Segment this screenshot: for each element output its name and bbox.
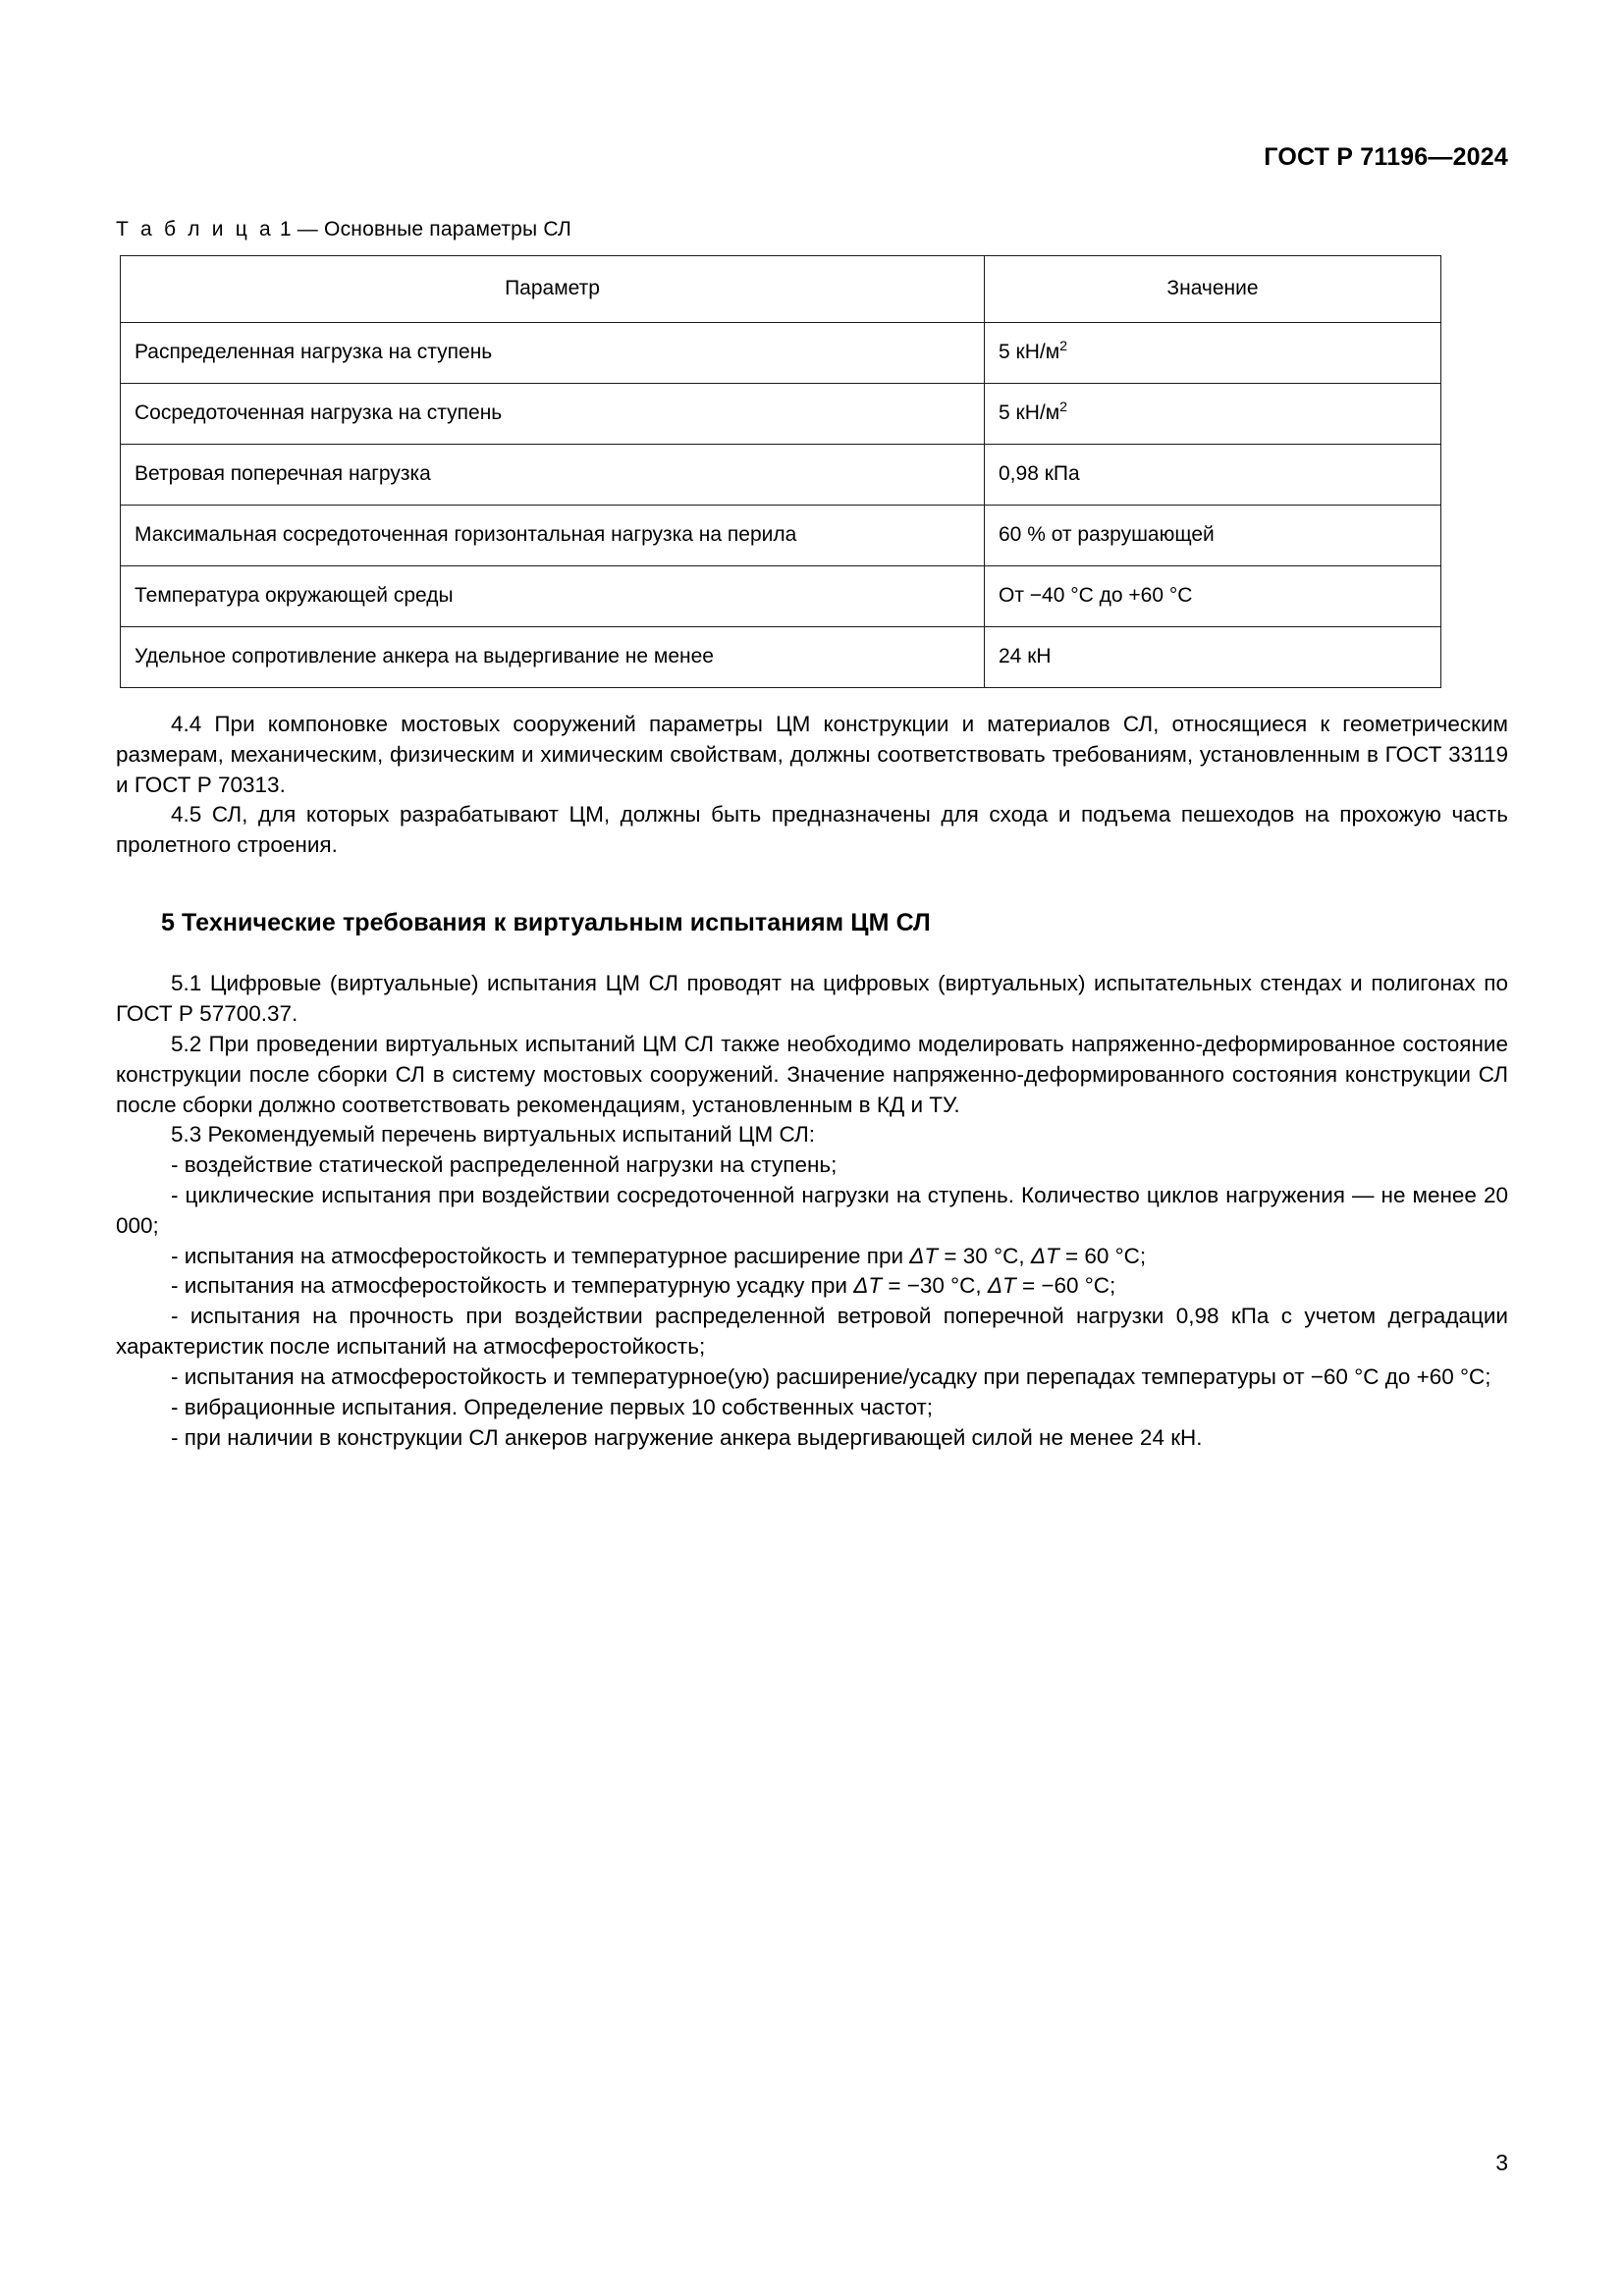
list-item — [116, 1242, 1508, 1272]
list-item: - при наличии в конструкции СЛ анкеров нагружение анкера выдергивающей силой не менее 24 кН. — [171, 1424, 1203, 1450]
cell-parameter: Температура окружающей среды — [121, 566, 985, 627]
list-item-value: = −60 °С; — [1015, 1273, 1116, 1299]
cell-value-text: 24 кН — [999, 644, 1052, 667]
table-row — [121, 445, 1441, 506]
temperature-symbol: T — [924, 1243, 939, 1268]
delta-symbol: Δ — [1030, 1243, 1046, 1268]
list-item-value: = −30 °С, — [882, 1273, 988, 1299]
cell-parameter: Ветровая поперечная нагрузка — [121, 445, 985, 506]
list-item: - испытания на атмосферостойкость и температурное(ую) расширение/усадку при перепадах температуры от −60 °С до +60 °С; — [171, 1363, 1491, 1389]
temperature-symbol: T — [868, 1273, 883, 1299]
list-item — [116, 1271, 1508, 1302]
table-caption-text: 1 — Основные параметры СЛ — [279, 218, 572, 240]
page-content — [116, 218, 1508, 1453]
list-item: - воздействие статической распределенной нагрузки на ступень; — [171, 1152, 838, 1178]
column-header-parameter: Параметр — [121, 256, 985, 323]
page-number: 3 — [1495, 2150, 1508, 2175]
cell-parameter: Сосредоточенная нагрузка на ступень — [121, 384, 985, 445]
delta-symbol: Δ — [987, 1273, 1002, 1299]
table-row — [121, 323, 1441, 384]
cell-value — [985, 506, 1441, 566]
cell-value — [985, 627, 1441, 688]
list-item-value: = 60 °С; — [1058, 1243, 1147, 1268]
cell-value — [985, 445, 1441, 506]
temperature-symbol: T — [1045, 1243, 1059, 1268]
table-caption — [116, 218, 1508, 241]
cell-value-text: 5 кН/м — [999, 340, 1060, 363]
parameters-table — [120, 255, 1441, 688]
cell-value — [985, 566, 1441, 627]
paragraph-5-1: 5.1 Цифровые (виртуальные) испытания ЦМ СЛ проводят на цифровых (виртуальных) испытательных стендах и полигонах по ГОСТ Р 57700.37. — [116, 971, 1508, 1027]
paragraph-4-5: 4.5 СЛ, для которых разрабатывают ЦМ, должны быть предназначены для схода и подъема пешеходов на прохожую часть пролетного строения. — [116, 802, 1508, 858]
list-item-text: - испытания на атмосферостойкость и температурную усадку при — [171, 1273, 854, 1299]
table-row — [121, 566, 1441, 627]
paragraph-5-2: 5.2 При проведении виртуальных испытаний ЦМ СЛ также необходимо моделировать напряженно-деформированное состояние конструкции после сборки СЛ в систему мостовых сооружений. Значение напряженно-деформированного состояния конструкции СЛ после сборки должно соответствовать рекомендациям, установленным в КД и ТУ. — [116, 1031, 1508, 1117]
page-header-standard-number: ГОСТ Р 71196—2024 — [1264, 143, 1508, 171]
list-item-text: - испытания на атмосферостойкость и температурное расширение при — [171, 1243, 910, 1268]
cell-value — [985, 323, 1441, 384]
column-header-value: Значение — [985, 256, 1441, 323]
section-heading-5: 5 Технические требования к виртуальным испытаниям ЦМ СЛ — [161, 909, 931, 937]
table-caption-prefix: Т а б л и ц а — [116, 218, 274, 240]
list-item: - вибрационные испытания. Определение первых 10 собственных частот; — [171, 1394, 934, 1419]
table-row — [121, 506, 1441, 566]
list-item: - циклические испытания при воздействии сосредоточенной нагрузки на ступень. Количество циклов нагружения — не менее 20 000; — [116, 1183, 1508, 1238]
delta-symbol: Δ — [909, 1243, 925, 1268]
cell-value-text: 0,98 кПа — [999, 461, 1080, 485]
paragraph-5-3: 5.3 Рекомендуемый перечень виртуальных испытаний ЦМ СЛ: — [171, 1122, 816, 1148]
delta-symbol: Δ — [853, 1273, 869, 1299]
cell-value-superscript: 2 — [1059, 399, 1068, 415]
list-item-value: = 30 °С, — [938, 1243, 1031, 1268]
cell-parameter: Распределенная нагрузка на ступень — [121, 323, 985, 384]
cell-value-text: 60 % от разрушающей — [999, 522, 1215, 546]
table-row — [121, 384, 1441, 445]
paragraph-4-4: 4.4 При компоновке мостовых сооружений параметры ЦМ конструкции и материалов СЛ, относящиеся к геометрическим размерам, механическим, физическим и химическим свойствам, должны соответствовать требованиям, установленным в ГОСТ 33119 и ГОСТ Р 70313. — [116, 712, 1508, 797]
list-item: - испытания на прочность при воздействии распределенной ветровой поперечной нагрузки 0,98 кПа с учетом деградации характеристик после испытаний на атмосферостойкость; — [116, 1304, 1508, 1360]
cell-parameter: Максимальная сосредоточенная горизонтальная нагрузка на перила — [121, 506, 985, 566]
temperature-symbol: T — [1001, 1273, 1016, 1299]
cell-parameter: Удельное сопротивление анкера на выдергивание не менее — [121, 627, 985, 688]
cell-value-text: От −40 °С до +60 °С — [999, 583, 1193, 607]
cell-value-text: 5 кН/м — [999, 400, 1060, 424]
table-header-row — [121, 256, 1441, 323]
body-text-block — [116, 710, 1508, 1453]
table-row — [121, 627, 1441, 688]
cell-value — [985, 384, 1441, 445]
cell-value-superscript: 2 — [1059, 338, 1068, 354]
